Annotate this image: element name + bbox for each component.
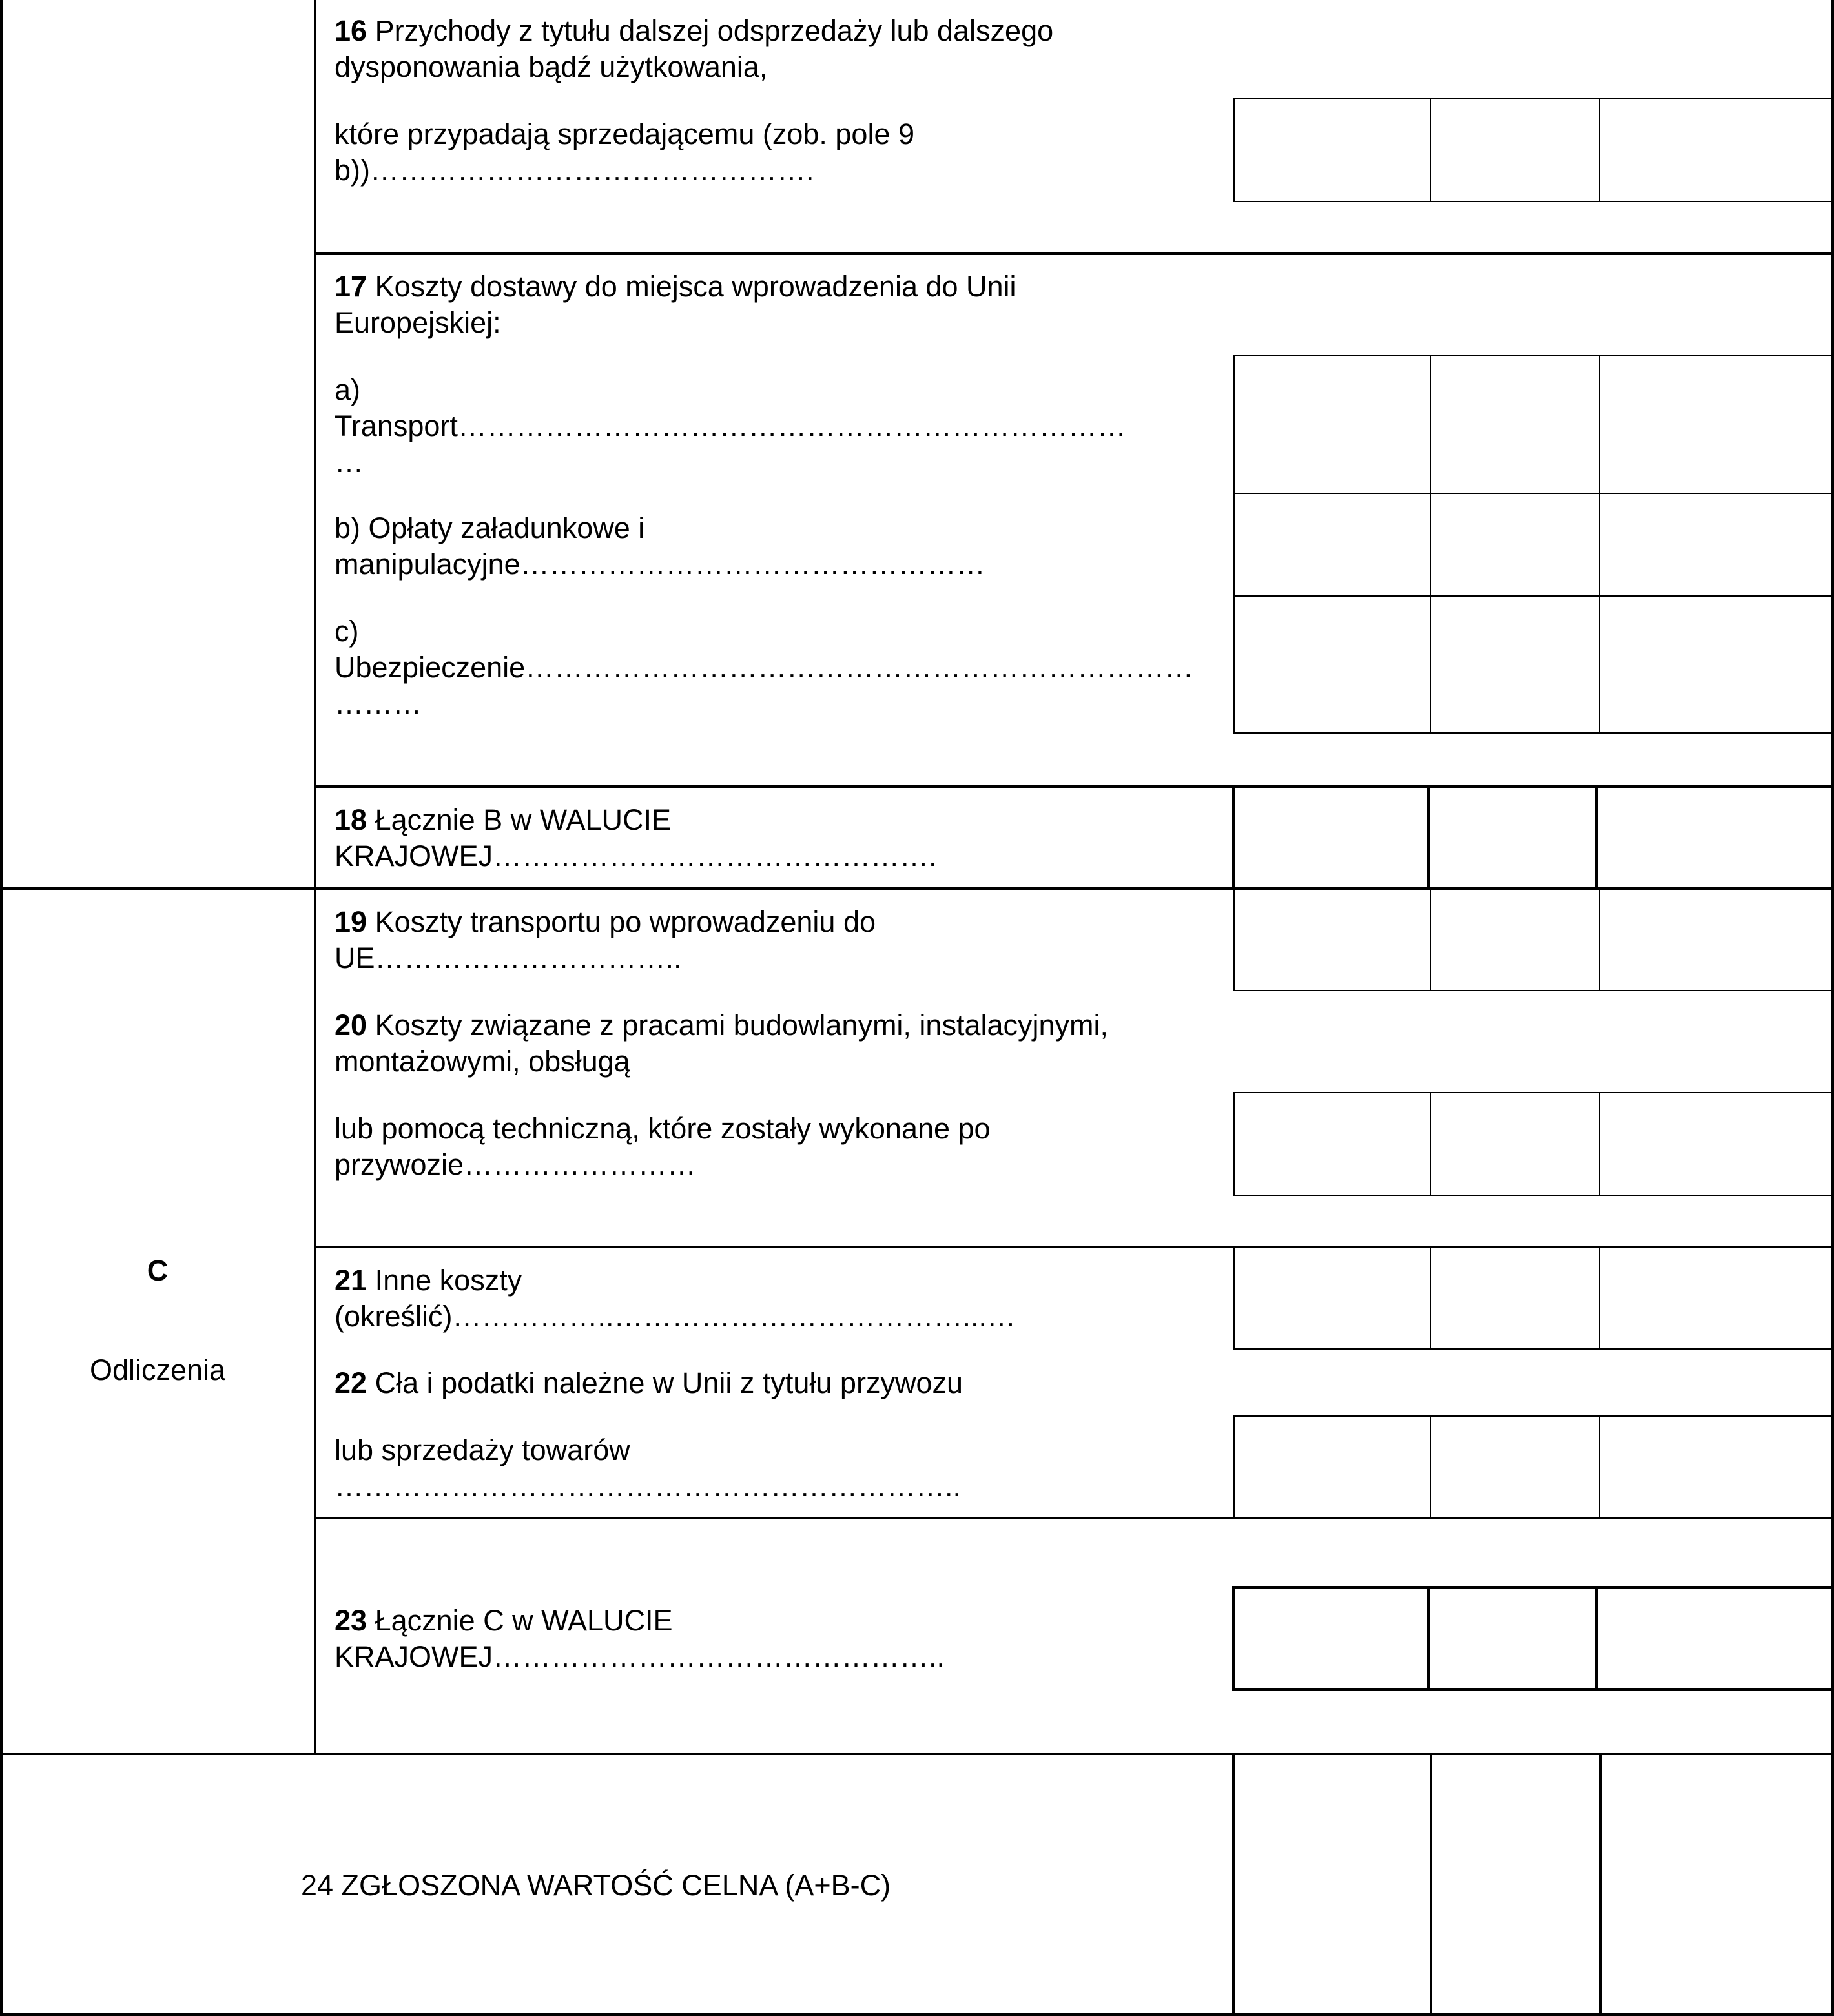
row-divider-16-17 — [314, 252, 1834, 255]
row-23-value-boxes — [1232, 1586, 1834, 1691]
row-22-text-2: lub sprzedaży towarów ……………………………………………………….. — [335, 1434, 962, 1503]
row-18-value-cell-1[interactable] — [1235, 788, 1430, 887]
row-17a-value-boxes — [1233, 355, 1834, 494]
form-right-border — [1831, 0, 1834, 2016]
row-20-text-1: 20 Koszty związane z pracami budowlanymi, instalacyjnymi, montażowymi, obsługą — [335, 1009, 1109, 1078]
row-19-value-cell-2[interactable] — [1431, 889, 1600, 990]
row-22-text-1: 22 Cła i podatki należne w Unii z tytułu przywozu — [335, 1366, 963, 1399]
row-24-value-cell-3[interactable] — [1602, 1755, 1831, 2013]
row-17a-value-cell-2[interactable] — [1431, 356, 1600, 493]
section-c-letter: C — [147, 1254, 169, 1287]
row-24-declared-customs-value: 24 ZGŁOSZONA WARTOŚĆ CELNA (A+B-C) — [301, 1869, 891, 1902]
row-22-value-cell-3[interactable] — [1600, 1417, 1833, 1518]
section-c-label: Odliczenia — [89, 1353, 226, 1386]
row-17a-value-cell-3[interactable] — [1600, 356, 1833, 493]
row-20-value-cell-2[interactable] — [1431, 1093, 1600, 1195]
row-18-total-b: 18 Łącznie B w WALUCIE KRAJOWEJ………………………………………. — [335, 803, 937, 872]
row-20-text-2: lub pomocą techniczną, które zostały wykonane po przywozie…………………… — [335, 1112, 991, 1181]
row-17b-value-cell-2[interactable] — [1431, 494, 1600, 595]
row-17c-value-cell-3[interactable] — [1600, 597, 1833, 732]
row-21-text: 21 Inne koszty (określić)……………..………………………………...… — [335, 1264, 1016, 1333]
row-17a-transport: a) Transport…………………………………………………………… … — [335, 373, 1126, 478]
row-16-text-1: 16 Przychody z tytułu dalszej odsprzedaży lub dalszego dysponowania bądź użytkowania, — [335, 14, 1054, 83]
section-column-divider — [314, 0, 316, 1755]
row-23-value-cell-2[interactable] — [1430, 1589, 1598, 1688]
row-17b-value-boxes — [1233, 493, 1834, 597]
row-22-value-cell-2[interactable] — [1431, 1417, 1600, 1518]
row-22-value-boxes — [1233, 1415, 1834, 1519]
row-24-value-cell-2[interactable] — [1432, 1755, 1599, 2013]
row-18-value-cell-3[interactable] — [1598, 788, 1831, 887]
row-16-text-2: które przypadają sprzedającemu (zob. pole 9 b))………………………………………. — [335, 118, 915, 187]
row-17a-value-cell-1[interactable] — [1235, 356, 1431, 493]
row-17c-value-cell-1[interactable] — [1235, 597, 1431, 732]
row-24-value-cell-1[interactable] — [1235, 1755, 1430, 2013]
form-bottom-border — [0, 2013, 1834, 2016]
row-19-text: 19 Koszty transportu po wprowadzeniu do UE………………………….. — [335, 905, 876, 974]
row-23-total-c: 23 Łącznie C w WALUCIE KRAJOWEJ……………………………………….. — [335, 1604, 945, 1673]
row-17c-value-cell-2[interactable] — [1431, 597, 1600, 732]
row-20-value-cell-1[interactable] — [1235, 1093, 1431, 1195]
row-21-value-boxes — [1233, 1246, 1834, 1350]
row-21-value-cell-3[interactable] — [1600, 1247, 1833, 1348]
row-17c-value-boxes — [1233, 595, 1834, 734]
row-23-value-cell-1[interactable] — [1235, 1589, 1430, 1688]
row-17c-insurance: c) Ubezpieczenie…………………………………………………………… ……… — [335, 615, 1194, 720]
row-17b-value-cell-1[interactable] — [1235, 494, 1431, 595]
form-left-border — [0, 0, 3, 2016]
row-18-value-boxes — [1232, 785, 1834, 890]
row-19-value-boxes — [1233, 887, 1834, 991]
row-17b-loading-charges: b) Opłaty załadunkowe i manipulacyjne………………………………………… — [335, 511, 985, 581]
row-16-value-cell-3[interactable] — [1600, 99, 1833, 201]
row-21-value-cell-2[interactable] — [1431, 1247, 1600, 1348]
row-23-value-cell-3[interactable] — [1598, 1589, 1831, 1688]
row-20-value-cell-3[interactable] — [1600, 1093, 1833, 1195]
row-19-value-cell-3[interactable] — [1600, 889, 1833, 990]
row-16-value-boxes — [1233, 98, 1834, 202]
row-17b-value-cell-3[interactable] — [1600, 494, 1833, 595]
row-19-value-cell-1[interactable] — [1235, 889, 1431, 990]
row-17-heading: 17 Koszty dostawy do miejsca wprowadzenia do Unii Europejskiej: — [335, 270, 1016, 339]
row-21-value-cell-1[interactable] — [1235, 1247, 1431, 1348]
row-16-value-cell-2[interactable] — [1431, 99, 1600, 201]
row-22-value-cell-1[interactable] — [1235, 1417, 1431, 1518]
row-18-value-cell-2[interactable] — [1430, 788, 1598, 887]
row-16-value-cell-1[interactable] — [1235, 99, 1431, 201]
row-20-value-boxes — [1233, 1092, 1834, 1196]
